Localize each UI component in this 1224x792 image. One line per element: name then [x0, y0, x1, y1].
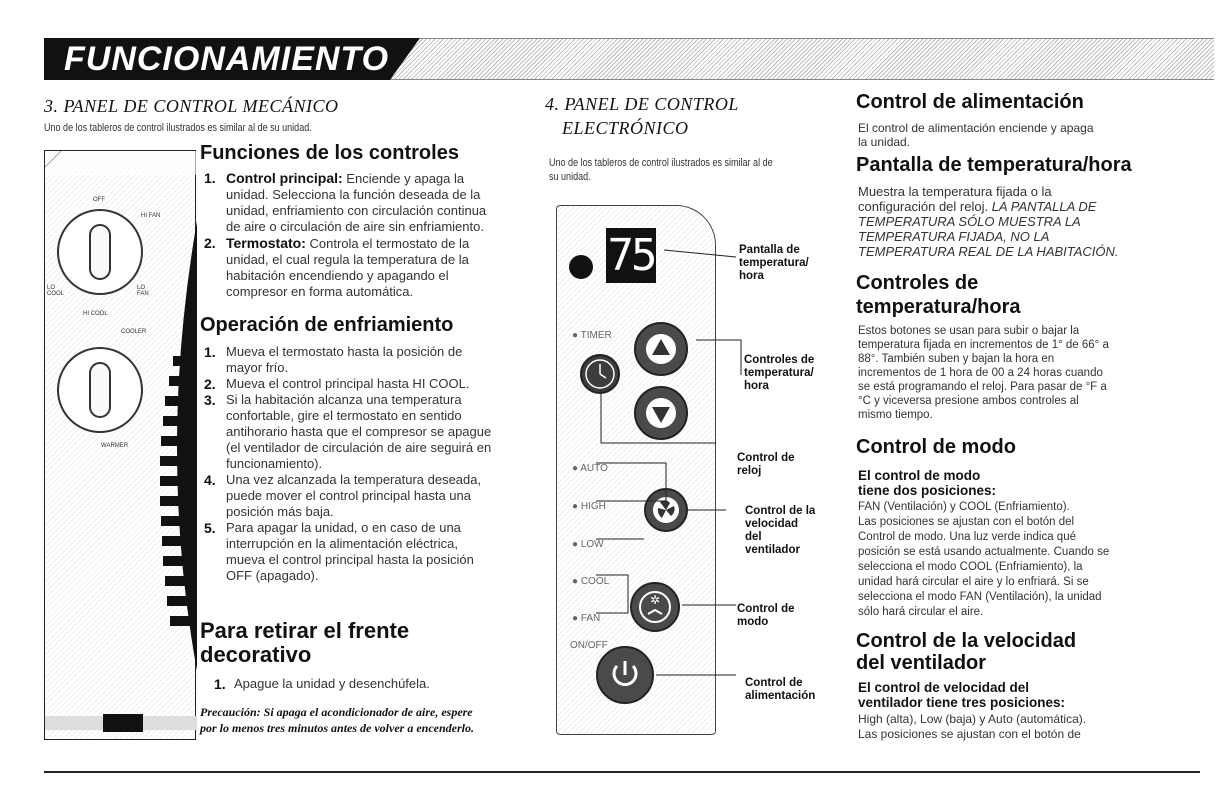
list-number: 4.	[204, 472, 216, 488]
step-text: puede mover el control principal hasta una	[226, 488, 471, 503]
cool-label: ● COOL	[572, 576, 610, 587]
page-title: FUNCIONAMIENTO	[64, 40, 390, 78]
mode-control-heading: Control de modo	[856, 436, 1016, 458]
dial-knob-icon	[89, 224, 111, 280]
callout-text: Pantalla de	[739, 244, 800, 256]
mechanical-panel-note: Uno de los tableros de control ilustrados es similar al de su unidad.	[44, 122, 312, 134]
list-number: 1.	[214, 676, 226, 692]
body-line-italic: TEMPERATURA REAL DE LA HABITACIÓN.	[858, 244, 1119, 259]
step-text: posición más baja.	[226, 504, 334, 519]
step-text: confortable, gire el termostato en sentido	[226, 408, 462, 423]
function-text: unidad. Selecciona la función deseada de la	[226, 187, 481, 202]
fan-speed-subheading	[858, 680, 1065, 710]
callout-text: Control de	[737, 603, 795, 615]
list-item	[204, 520, 554, 584]
dial-label-cooler: COOLER	[121, 329, 147, 335]
remove-front-heading-line2: decorativo	[200, 642, 312, 667]
cooling-steps-list	[204, 344, 554, 584]
list-item	[204, 392, 554, 472]
fan-label: ● FAN	[572, 613, 601, 624]
step-text: Apague la unidad y desenchúfela.	[234, 676, 430, 691]
body-line: temperatura fijada en incrementos de 1° de 66° a	[858, 339, 1109, 351]
temperature-display-value: 75	[607, 230, 655, 281]
list-number: 1.	[204, 344, 216, 360]
bottom-divider	[44, 771, 1200, 773]
callout-text: reloj	[737, 465, 762, 477]
step-text: Mueva el termostato hasta la posición de	[226, 344, 463, 359]
function-item	[204, 235, 554, 300]
step-text: interrupción en la alimentación eléctrica,	[226, 536, 458, 551]
callout-text: ventilador	[745, 544, 800, 556]
list-number: 2.	[204, 376, 216, 392]
mechanical-control-panel-illustration	[44, 150, 196, 740]
callout-display	[739, 244, 809, 283]
step-text: mueva el control principal hasta la posición	[226, 552, 474, 567]
callout-text: hora	[744, 380, 769, 392]
electronic-panel-heading: 4. PANEL DE CONTROL	[545, 94, 739, 114]
callout-power	[745, 677, 815, 703]
function-text: compresor en forma automática.	[226, 284, 414, 299]
onoff-label: ON/OFF	[570, 640, 608, 651]
dial-label-off: OFF	[93, 197, 105, 203]
caution-line: Precaución: Si apaga el acondicionador de aire, espere	[200, 705, 473, 719]
callout-text: alimentación	[745, 690, 816, 702]
body-line: 88°. También suben y bajan la hora en	[858, 353, 1055, 365]
remove-step	[214, 676, 430, 692]
body-line: incrementos de 1 hora de 00 a 24 horas cuando	[858, 367, 1103, 379]
callout-lines	[556, 205, 756, 735]
callout-clock	[737, 452, 795, 478]
callout-text: Control de	[745, 677, 803, 689]
body-line: Control de modo. Una luz verde indica qué	[858, 531, 1076, 543]
auto-label: ● AUTO	[572, 463, 608, 474]
main-control-dial[interactable]	[57, 209, 143, 295]
temp-controls-heading: Controles de	[856, 272, 979, 294]
list-number: 5.	[204, 520, 216, 536]
dial-knob-icon	[89, 362, 111, 418]
thermostat-dial[interactable]	[57, 347, 143, 433]
fan-speed-text	[858, 712, 1203, 742]
power-control-text	[858, 121, 1198, 149]
callout-text: temperatura/	[739, 257, 809, 269]
step-text: mayor frío.	[226, 360, 289, 375]
step-text: Mueva el control principal hasta HI COOL.	[226, 376, 470, 391]
list-item	[204, 376, 554, 392]
step-text: Una vez alcanzada la temperatura deseada,	[226, 472, 482, 487]
subheading-line: El control de velocidad del	[858, 680, 1030, 695]
body-line: °C y viceversa presione ambos controles al	[858, 395, 1079, 407]
mode-subheading	[858, 468, 996, 498]
callout-text: Controles de	[744, 354, 815, 366]
body-line-italic: TEMPERATURA SÓLO MUESTRA LA	[858, 214, 1081, 229]
display-heading: Pantalla de temperatura/hora	[856, 154, 1132, 176]
callout-fan-speed	[745, 505, 815, 557]
body-line: selecciona el modo FAN (Ventilación), la unidad	[858, 591, 1102, 603]
step-text: funcionamiento).	[226, 456, 323, 471]
body-line-italic: TEMPERATURA FIJADA, NO LA	[858, 229, 1050, 244]
temp-controls-text	[858, 324, 1203, 422]
cooling-heading: Operación de enfriamiento	[200, 314, 454, 336]
body-line: Las posiciones se ajustan con el botón del	[858, 516, 1075, 528]
callout-text: Control de	[737, 452, 795, 464]
list-item	[204, 472, 554, 520]
mode-control-text	[858, 500, 1203, 620]
functions-heading: Funciones de los controles	[200, 142, 459, 164]
body-line: unidad hará circular el aire y lo enfriará. Si se	[858, 576, 1089, 588]
callout-text: modo	[737, 616, 769, 628]
step-text: Para apagar la unidad, o en caso de una	[226, 520, 461, 535]
body-line: Muestra la temperatura fijada o la	[858, 184, 1052, 199]
function-text: unidad, enfriamiento con circulación continua	[226, 203, 487, 218]
body-line: se está programando el reloj. Para pasar de °F a	[858, 381, 1107, 393]
step-text: OFF (apagado).	[226, 568, 319, 583]
mechanical-panel-heading: 3. PANEL DE CONTROL MECÁNICO	[44, 96, 339, 116]
fan-speed-heading-line2: del ventilador	[856, 652, 987, 674]
svg-text:✲: ✲	[649, 593, 661, 607]
function-text: habitación encendiendo y apagando el	[226, 268, 449, 283]
body-line: Estos botones se usan para subir o bajar la	[858, 325, 1080, 337]
body-line: mismo tiempo.	[858, 409, 933, 421]
body-line: El control de alimentación enciende y apaga	[858, 121, 1094, 135]
electronic-panel-heading-line2: ELECTRÓNICO	[562, 118, 689, 138]
caution-line: por lo menos tres minutos antes de volver a encenderlo.	[200, 721, 474, 735]
display-text	[858, 184, 1203, 259]
callout-text: velocidad	[745, 518, 799, 530]
temp-controls-heading-line2: temperatura/hora	[856, 296, 1021, 318]
body-line-italic: LA PANTALLA DE	[991, 199, 1097, 214]
step-text: Si la habitación alcanza una temperatura	[226, 392, 462, 407]
step-text: (el ventilador de circulación de aire seguirá en	[226, 440, 492, 455]
callout-temp-controls	[744, 354, 814, 393]
body-line: selecciona el modo COOL (Enfriamiento), la	[858, 561, 1083, 573]
callout-text: Control de la	[745, 505, 816, 517]
high-label: ● HIGH	[572, 501, 606, 512]
callout-text: del	[745, 531, 762, 543]
function-term: Termostato:	[226, 235, 306, 251]
subheading-line: ventilador tiene tres posiciones:	[858, 695, 1066, 710]
function-text: unidad, el cual regula la temperatura de la	[226, 252, 469, 267]
list-number: 3.	[204, 392, 216, 408]
subheading-line: El control de modo	[858, 468, 981, 483]
dial-label-lo-cool: LO COOL	[47, 285, 65, 297]
dial-label-warmer: WARMER	[101, 443, 129, 449]
callout-text: temperatura/	[744, 367, 814, 379]
body-line: configuración del reloj.	[858, 199, 989, 214]
subheading-line: tiene dos posiciones:	[858, 483, 997, 498]
callout-text: hora	[739, 270, 764, 282]
function-item	[204, 170, 554, 235]
dial-label-hi-cool: HI COOL	[83, 311, 108, 317]
power-control-heading: Control de alimentación	[856, 91, 1084, 113]
step-text: antihorario hasta que el compresor se apague	[226, 424, 492, 439]
fan-speed-heading: Control de la velocidad	[856, 630, 1077, 652]
body-line: posición se está usando actualmente. Cuando se	[858, 546, 1110, 558]
timer-label: ● TIMER	[572, 330, 612, 341]
function-term: Control principal:	[226, 170, 343, 186]
caution-text	[200, 704, 474, 736]
body-line: la unidad.	[858, 135, 911, 149]
body-line: sólo hará circular el aire.	[858, 606, 984, 618]
dial-label-hi-fan: HI FAN	[141, 213, 161, 219]
body-line: High (alta), Low (baja) y Auto (automática).	[858, 712, 1087, 726]
list-number: 2.	[204, 235, 216, 251]
function-text: Enciende y apaga la	[346, 171, 465, 186]
functions-list	[204, 170, 554, 300]
dial-label-lo-fan: LO FAN	[137, 285, 149, 297]
electronic-panel-note-line2: su unidad.	[549, 171, 591, 183]
remove-front-heading: Para retirar el frente	[200, 618, 410, 643]
function-text: de aire o circulación de aire sin enfriamiento.	[226, 219, 484, 234]
function-text: Controla el termostato de la	[309, 236, 470, 251]
callout-mode	[737, 603, 795, 629]
low-label: ● LOW	[572, 539, 604, 550]
list-number: 1.	[204, 170, 216, 186]
electronic-panel-note: Uno de los tableros de control ilustrados es similar al de	[549, 157, 773, 169]
body-line: FAN (Ventilación) y COOL (Enfriamiento).	[858, 501, 1070, 513]
list-item	[204, 344, 554, 376]
body-line: Las posiciones se ajustan con el botón de	[858, 727, 1081, 741]
